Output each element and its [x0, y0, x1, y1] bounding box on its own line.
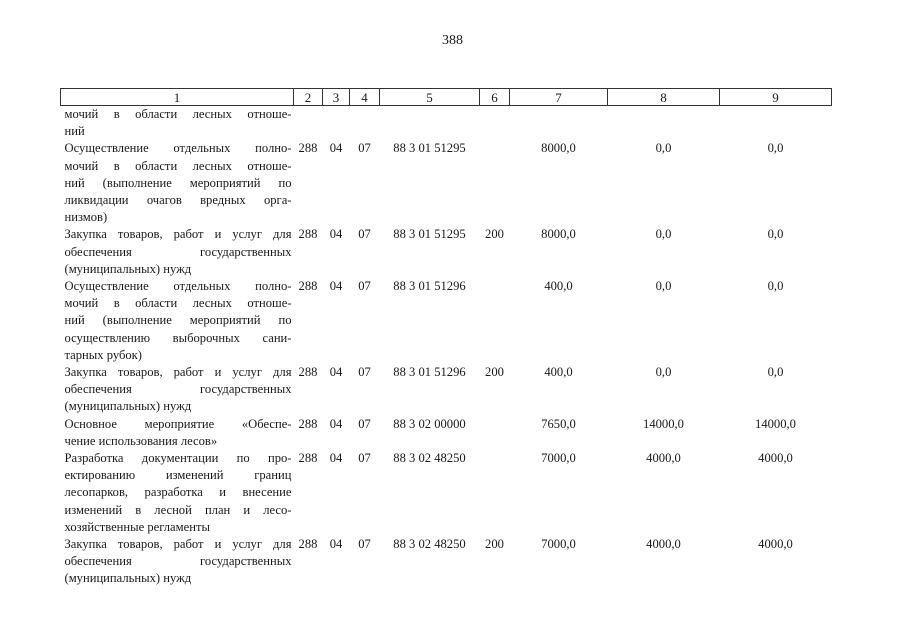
- row-name-line: Осуществление отдельных полно-: [64, 141, 292, 156]
- cell-col-9: 0,0: [767, 279, 784, 294]
- row-name: [61, 450, 294, 536]
- table-row: [61, 364, 832, 416]
- cell-col-3: 04: [329, 279, 343, 294]
- table-row: [61, 416, 832, 450]
- column-header-3: 3: [323, 89, 350, 106]
- cell-col-7: 8000,0: [541, 141, 576, 156]
- column-header-9: 9: [720, 89, 832, 106]
- cell-col-6: [480, 416, 510, 450]
- cell-col-3: 04: [329, 537, 343, 552]
- cell-col-7: 400,0: [544, 365, 573, 380]
- row-name-line: обеспечения государственных: [64, 554, 292, 569]
- row-name-line: ликвидации очагов вредных орга-: [64, 193, 292, 208]
- cell-col-6: [480, 278, 510, 364]
- cell-col-3: 04: [329, 141, 343, 156]
- row-name: [61, 536, 294, 588]
- cell-col-8: 4000,0: [646, 451, 681, 466]
- column-header-6: 6: [480, 89, 510, 106]
- row-name: [61, 364, 294, 416]
- row-name-line: низмов): [64, 210, 108, 225]
- cell-col-2: 288: [298, 537, 318, 552]
- row-name-line: тарных рубок): [64, 347, 142, 362]
- header-row: [61, 89, 832, 106]
- cell-col-2: 288: [298, 227, 318, 242]
- row-name: [61, 140, 294, 226]
- row-name-line: ний: [64, 124, 85, 139]
- cell-col-7: 7650,0: [541, 416, 576, 431]
- cell-col-5: 88 3 01 51296: [393, 279, 466, 294]
- row-name-line: ний (выполнение мероприятий по: [64, 175, 292, 190]
- cell-col-9: 0,0: [767, 141, 784, 156]
- column-header-2: 2: [294, 89, 323, 106]
- row-name-line: мочий в области лесных отноше-: [64, 158, 292, 173]
- cell-col-6: [480, 450, 510, 536]
- column-header-5: 5: [380, 89, 480, 106]
- cell-col-5: 88 3 01 51295: [393, 227, 466, 242]
- cell-col-3: 04: [329, 451, 343, 466]
- column-header-1: 1: [61, 89, 294, 106]
- cell-col-2: 288: [298, 141, 318, 156]
- cell-col-6: 200: [485, 537, 504, 552]
- table-body: [61, 106, 832, 588]
- cell-col-5: 88 3 02 48250: [393, 537, 466, 552]
- cell-col-7: 8000,0: [541, 227, 576, 242]
- row-name-line: обеспечения государственных: [64, 382, 292, 397]
- cell-col-6: 200: [485, 365, 504, 380]
- cell-col-2: 288: [298, 365, 318, 380]
- row-name-line: изменений в лесной план и лесо-: [64, 502, 292, 517]
- row-name-line: чение использования лесов»: [64, 433, 218, 448]
- cell-col-9: 14000,0: [755, 416, 796, 431]
- cell-col-7: 7000,0: [541, 537, 576, 552]
- column-header-8: 8: [608, 89, 720, 106]
- cell-col-2: 288: [298, 451, 318, 466]
- column-header-4: 4: [350, 89, 380, 106]
- row-name-line: Разработка документации по про-: [64, 451, 292, 466]
- row-name-line: (муниципальных) нужд: [64, 399, 192, 414]
- column-header-7: 7: [510, 89, 608, 106]
- table-row: [61, 226, 832, 278]
- cell-col-8: 4000,0: [646, 537, 681, 552]
- cell-col-7: [510, 106, 608, 141]
- cell-col-5: 88 3 02 48250: [393, 451, 466, 466]
- row-name-line: (муниципальных) нужд: [64, 571, 192, 586]
- row-name: [61, 226, 294, 278]
- cell-col-4: 07: [358, 141, 371, 156]
- cell-col-2: 288: [298, 279, 318, 294]
- row-name-line: мочий в области лесных отноше-: [64, 296, 292, 311]
- row-name-line: ний (выполнение мероприятий по: [64, 313, 292, 328]
- cell-col-7: 7000,0: [541, 451, 576, 466]
- row-name-line: осуществлению выборочных сани-: [64, 330, 292, 345]
- cell-col-8: 0,0: [655, 279, 672, 294]
- row-name-line: обеспечения государственных: [64, 244, 292, 259]
- cell-col-4: 07: [358, 279, 371, 294]
- cell-col-8: 14000,0: [643, 416, 684, 431]
- cell-col-3: 04: [329, 365, 343, 380]
- cell-col-4: 07: [358, 451, 371, 466]
- row-name: [61, 416, 294, 450]
- cell-col-4: 07: [358, 537, 371, 552]
- cell-col-4: [350, 106, 380, 141]
- cell-col-3: 04: [329, 416, 343, 431]
- table-row: [61, 536, 832, 588]
- row-name-line: Осуществление отдельных полно-: [64, 279, 292, 294]
- cell-col-6: [480, 106, 510, 141]
- cell-col-9: 4000,0: [758, 537, 793, 552]
- row-name-line: Закупка товаров, работ и услуг для: [64, 365, 292, 380]
- table-row: [61, 140, 832, 226]
- cell-col-6: [480, 140, 510, 226]
- row-name-line: ектированию изменений границ: [64, 468, 292, 483]
- cell-col-9: 0,0: [767, 365, 784, 380]
- row-name-line: лесопарков, разработка и внесение: [64, 485, 292, 500]
- cell-col-2: [294, 106, 323, 141]
- cell-col-4: 07: [358, 365, 371, 380]
- cell-col-3: 04: [329, 227, 343, 242]
- cell-col-5: 88 3 01 51296: [393, 365, 466, 380]
- table-row: [61, 278, 832, 364]
- row-name-line: (муниципальных) нужд: [64, 261, 192, 276]
- cell-col-2: 288: [298, 416, 318, 431]
- cell-col-5: [380, 106, 480, 141]
- row-name-line: мочий в области лесных отноше-: [64, 107, 292, 121]
- table-row: [61, 106, 832, 141]
- cell-col-6: 200: [485, 227, 504, 242]
- cell-col-9: 0,0: [767, 227, 784, 242]
- budget-table: [60, 88, 832, 588]
- row-name-line: Закупка товаров, работ и услуг для: [64, 537, 292, 552]
- row-name: [61, 106, 294, 141]
- cell-col-5: 88 3 01 51295: [393, 141, 466, 156]
- cell-col-5: 88 3 02 00000: [393, 416, 466, 431]
- page-number: 388: [442, 33, 463, 48]
- cell-col-4: 07: [358, 227, 371, 242]
- row-name: [61, 278, 294, 364]
- cell-col-8: 0,0: [655, 365, 672, 380]
- row-name-line: Закупка товаров, работ и услуг для: [64, 227, 292, 242]
- cell-col-4: 07: [358, 416, 371, 431]
- cell-col-9: 4000,0: [758, 451, 793, 466]
- cell-col-8: 0,0: [655, 141, 672, 156]
- cell-col-3: [323, 106, 350, 141]
- table-row: [61, 450, 832, 536]
- row-name-line: хозяйственные регламенты: [64, 519, 210, 534]
- cell-col-7: 400,0: [544, 279, 573, 294]
- cell-col-9: [720, 106, 832, 141]
- cell-col-8: [608, 106, 720, 141]
- row-name-line: Основное мероприятие «Обеспе-: [64, 416, 292, 431]
- cell-col-8: 0,0: [655, 227, 672, 242]
